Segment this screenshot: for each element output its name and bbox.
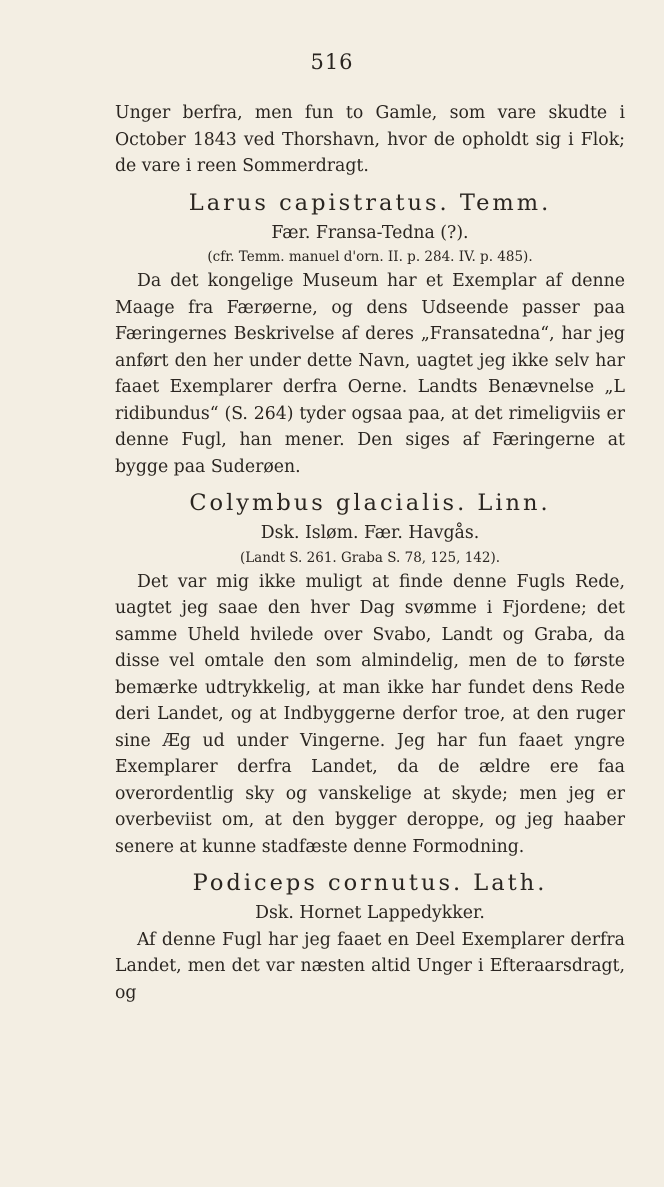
common-names: Dsk. Hornet Lappedykker.: [255, 903, 485, 923]
species-text: Da det kongelige Museum har et Exemplar af denne Maage fra Færøerne, og dens Udseende passer paa Færingernes Beskrivelse af deres „Fransatedna“, har jeg anført den her under dette Navn, uagtet jeg ikke selv har faaet Exemplarer derfra Oerne. Landts Benævnelse „L ridibundus“ (S. 264) tyder ogsaa paa, at det rimeligviis er denne Fugl, han mener. Den siges af Færingerne at bygge paa Suderøen.: [115, 271, 625, 477]
common-names: Fær. Fransa-Tedna (?).: [271, 222, 469, 243]
species-text: Af denne Fugl har jeg faaet en Deel Exemplarer derfra Landet, men det var næsten altid Unger i Efteraarsdragt, og: [115, 929, 625, 1003]
page-body: [115, 100, 625, 1006]
reference: (Landt S. 261. Graba S. 78, 125, 142).: [239, 549, 501, 566]
section-larus: [115, 188, 625, 481]
species-heading: Podiceps cornutus. Lath.: [192, 870, 548, 896]
page-number: 516: [310, 50, 354, 74]
species-heading: Larus capistratus. Temm.: [188, 189, 552, 216]
section-podiceps: [115, 868, 625, 1006]
section-colymbus: [115, 488, 625, 860]
species-text: Det var mig ikke muligt at finde denne Fugls Rede, uagtet jeg saae den hver Dag svømme i Fjordene; det samme Uheld hvilede over Svabo, Landt og Graba, da disse vel omtale den som almindelig, men de to første bemærke udtrykkelig, at man ikke har fundet dens Rede deri Landet, og at Indbyggerne derfor troe, at den ruger sine Æg ud under Vingerne. Jeg har fun faaet yngre Exemplarer derfra Landet, da de ældre ere faa overordentlig sky og vanskelige at skyde; men jeg er overbeviist om, at den bygger deroppe, og jeg haaber senere at kunne stadfæste denne Formodning.: [115, 571, 625, 857]
common-names: Dsk. Isløm. Fær. Havgås.: [260, 523, 480, 543]
paragraph-continued: Unger berfra, men fun to Gamle, som vare skudte i October 1843 ved Thorshavn, hvor de opholdt sig i Flok; de vare i reen Sommerdragt.: [115, 103, 625, 176]
species-heading: Colymbus glacialis. Linn.: [189, 490, 551, 516]
reference: (cfr. Temm. manuel d'orn. II. p. 284. IV. p. 485).: [207, 249, 533, 265]
